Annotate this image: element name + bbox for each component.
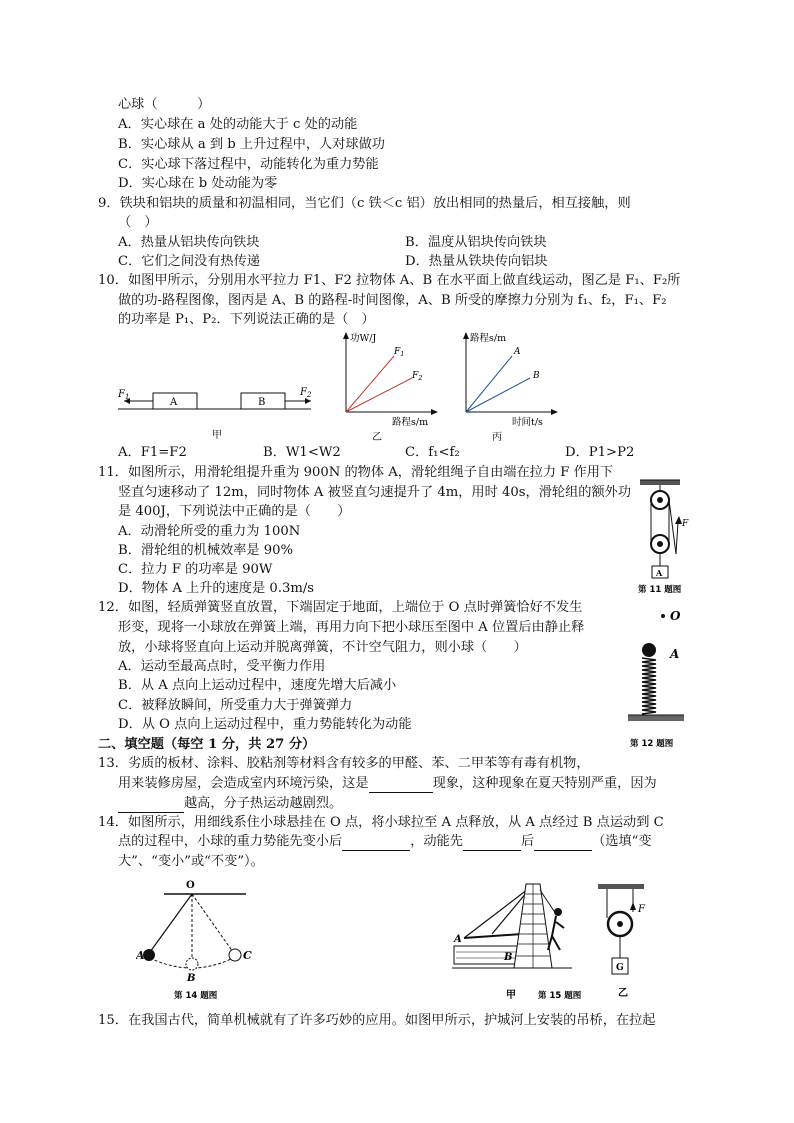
q15-stem-line1: 15．在我国古代，简单机械就有了许多巧妙的应用。如图甲所示，护城河上安装的吊桥，在拉起 [98,1013,656,1028]
q9-stem-line2: （ ） [118,215,158,230]
q11-fig-f: F [682,519,689,529]
q15-fig-jia: 甲 [506,990,516,1001]
q10-bing-xlabel: 时间t/s [512,417,543,428]
q11-fig-caption: 第 11 题图 [638,585,682,595]
q9-stem-line1: 9．铁块和铝块的质量和初温相同，当它们（c 铁＜c 铝）放出相同的热量后，相互接触，则 [98,196,631,211]
q14-fig-b: B [187,973,196,984]
q13-text-c: 越高，分子热运动越剧烈。 [184,796,343,811]
q15-fig-f: F [638,904,645,915]
q11-stem-line3: 是 400J，下列说法中正确的是（ ） [118,504,351,519]
section-fill-in-title: 二、填空题（每空 1 分，共 27 分） [98,737,316,752]
q14-fig-o: O [186,880,195,891]
q15-fig-yi: 乙 [618,988,628,999]
q14-stem-line3: 大”、“变小”或“不变”）。 [118,854,264,869]
q13-text-b: 现象，这种现象在夏天特别严重，因为 [432,776,657,791]
q15-fig-a: A [454,934,462,945]
q10-jia-f2-label: $F_2$ [300,387,312,399]
q10-box-b-label: B [258,397,266,408]
q13-stem-line3 [118,795,342,813]
q14-blank-3[interactable] [534,836,592,851]
q10-yi-f2: $F_2$ [412,371,423,382]
q14-fig-caption: 第 14 题图 [174,991,218,1001]
q14-stem-line1: 14．如图所示，用细线系住小球悬挂在 O 点，将小球拉至 A 点释放，从 A 点经过 B 点运动到 C [98,815,664,830]
q12-fig-o: O [670,609,681,623]
q13-text-a: 用来装修房屋，会造成室内环境污染，这是 [118,776,369,791]
q12-option-c: C．被释放瞬间，所受重力大于弹簧弹力 [118,698,353,713]
q11-option-d: D．物体 A 上升的速度是 0.3m/s [118,581,315,596]
q10-option-a: A．F1=F2 [118,445,187,460]
q9-option-d: D．热量从铁块传向铝块 [405,254,548,269]
q9-option-b: B．温度从铝块传向铁块 [405,235,547,250]
q13-blank-2[interactable] [118,798,184,813]
q10-figure-yi [330,330,440,445]
q10-box-a-label: A [170,397,178,408]
q10-figure-bing [450,330,560,445]
q12-fig-a: A [670,647,680,661]
q10-bing-caption: 丙 [492,432,502,443]
q11-option-b: B．滑轮组的机械效率是 90% [118,543,294,558]
q12-spring-figure [618,602,698,752]
q10-bing-line-b: B [533,371,540,381]
q15-pulley-figure [596,880,656,1002]
q10-yi-f1: $F_1$ [394,347,405,358]
q13-blank-1[interactable] [369,778,433,793]
q14-stem-line2 [118,833,652,851]
q11-stem-line2: 竖直匀速移动了 12m，同时物体 A 被竖直匀速提升了 4m，用时 40s，滑轮组的额外功 [118,485,632,500]
q8-option-c: C．实心球下落过程中，动能转化为重力势能 [118,157,379,172]
q12-stem-line2: 形变，现将一小球放在弹簧上端，再用力向下把小球压至图中 A 位置后由静止释 [118,620,585,635]
q12-stem-line3: 放，小球将竖直向上运动并脱离弹簧，不计空气阻力，则小球（ ） [118,640,527,655]
q11-pulley-figure [632,478,692,596]
q10-bing-ylabel: 路程s/m [470,333,507,344]
q12-option-b: B．从 A 点向上运动过程中，速度先增大后减小 [118,678,397,693]
q11-fig-a: A [656,568,663,578]
q14-blank-2[interactable] [463,836,521,851]
q12-spring-coils [642,658,656,714]
q14-fig-c: C [243,949,252,962]
q10-jia-caption: 甲 [212,430,222,441]
q11-stem-line1: 11．如图所示，用滑轮组提升重为 900N 的物体 A，滑轮组绳子自由端在拉力 F 作用下 [98,465,614,480]
q10-option-b: B．W1<W2 [263,445,341,460]
q8-option-b: B．实心球从 a 到 b 上升过程中，人对球做功 [118,137,385,152]
q14-text-d: （选填“变 [592,834,652,849]
q10-yi-caption: 乙 [372,432,382,443]
q10-figure-jia [116,385,326,445]
q14-text-c: 后 [520,834,535,849]
q8-option-d: D．实心球在 b 处动能为零 [118,176,278,191]
q14-fig-a: A [136,949,145,962]
q10-option-d: D．P1>P2 [565,445,635,460]
q14-text-b: ，动能先 [410,834,463,849]
q12-option-a: A．运动至最高点时，受平衡力作用 [118,659,326,674]
q14-blank-1[interactable] [342,836,410,851]
q13-stem-line2 [118,775,657,793]
q15-fig-caption: 第 15 题图 [538,991,582,1001]
q9-option-a: A．热量从铝块传向铁块 [118,235,260,250]
q12-stem-line1: 12．如图，轻质弹簧竖直放置，下端固定于地面，上端位于 O 点时弹簧恰好不发生 [98,600,583,615]
q12-option-d: D．从 O 点向上运动过程中，重力势能转化为动能 [118,717,412,732]
q10-stem-line2: 做的功-路程图像，图丙是 A、B 的路程-时间图像，A、B 所受的摩擦力分别为 f₁、f₂，F₁、F₂ [118,293,667,308]
q15-drawbridge-figure [452,876,602,1002]
q14-text-a: 点的过程中，小球的重力势能先变小后 [118,834,343,849]
q11-option-c: C．拉力 F 的功率是 90W [118,562,273,577]
q10-yi-xlabel: 路程s/m [392,417,429,428]
q10-stem-line3: 的功率是 P₁、P₂．下列说法正确的是（ ） [118,312,375,327]
q10-bing-line-a: A [514,347,521,357]
q8-option-a: A．实心球在 a 处的动能大于 c 处的动能 [118,117,358,132]
q14-pendulum-figure [136,876,276,1002]
q11-option-a: A．动滑轮所受的重力为 100N [118,524,301,539]
q8-stem-tail: 心球（ ） [118,97,211,112]
q10-yi-ylabel: 功W/J [350,333,377,344]
q15-fig-b: B [504,952,513,963]
q10-stem-line1: 10．如图甲所示，分别用水平拉力 F1、F2 拉物体 A、B 在水平面上做直线运动，图乙是 F₁、F₂所 [98,273,681,288]
q13-stem-line1: 13．劣质的板材、涂料、胶粘剂等材料含有较多的甲醛、苯、二甲苯等有毒有机物， [98,756,590,771]
q10-option-c: C．f₁<f₂ [405,445,460,460]
q9-option-c: C．它们之间没有热传递 [118,254,260,269]
q10-jia-f1-label: $F_1$ [118,389,130,401]
q15-fig-g: G [616,963,624,973]
q12-fig-caption: 第 12 题图 [630,739,674,749]
